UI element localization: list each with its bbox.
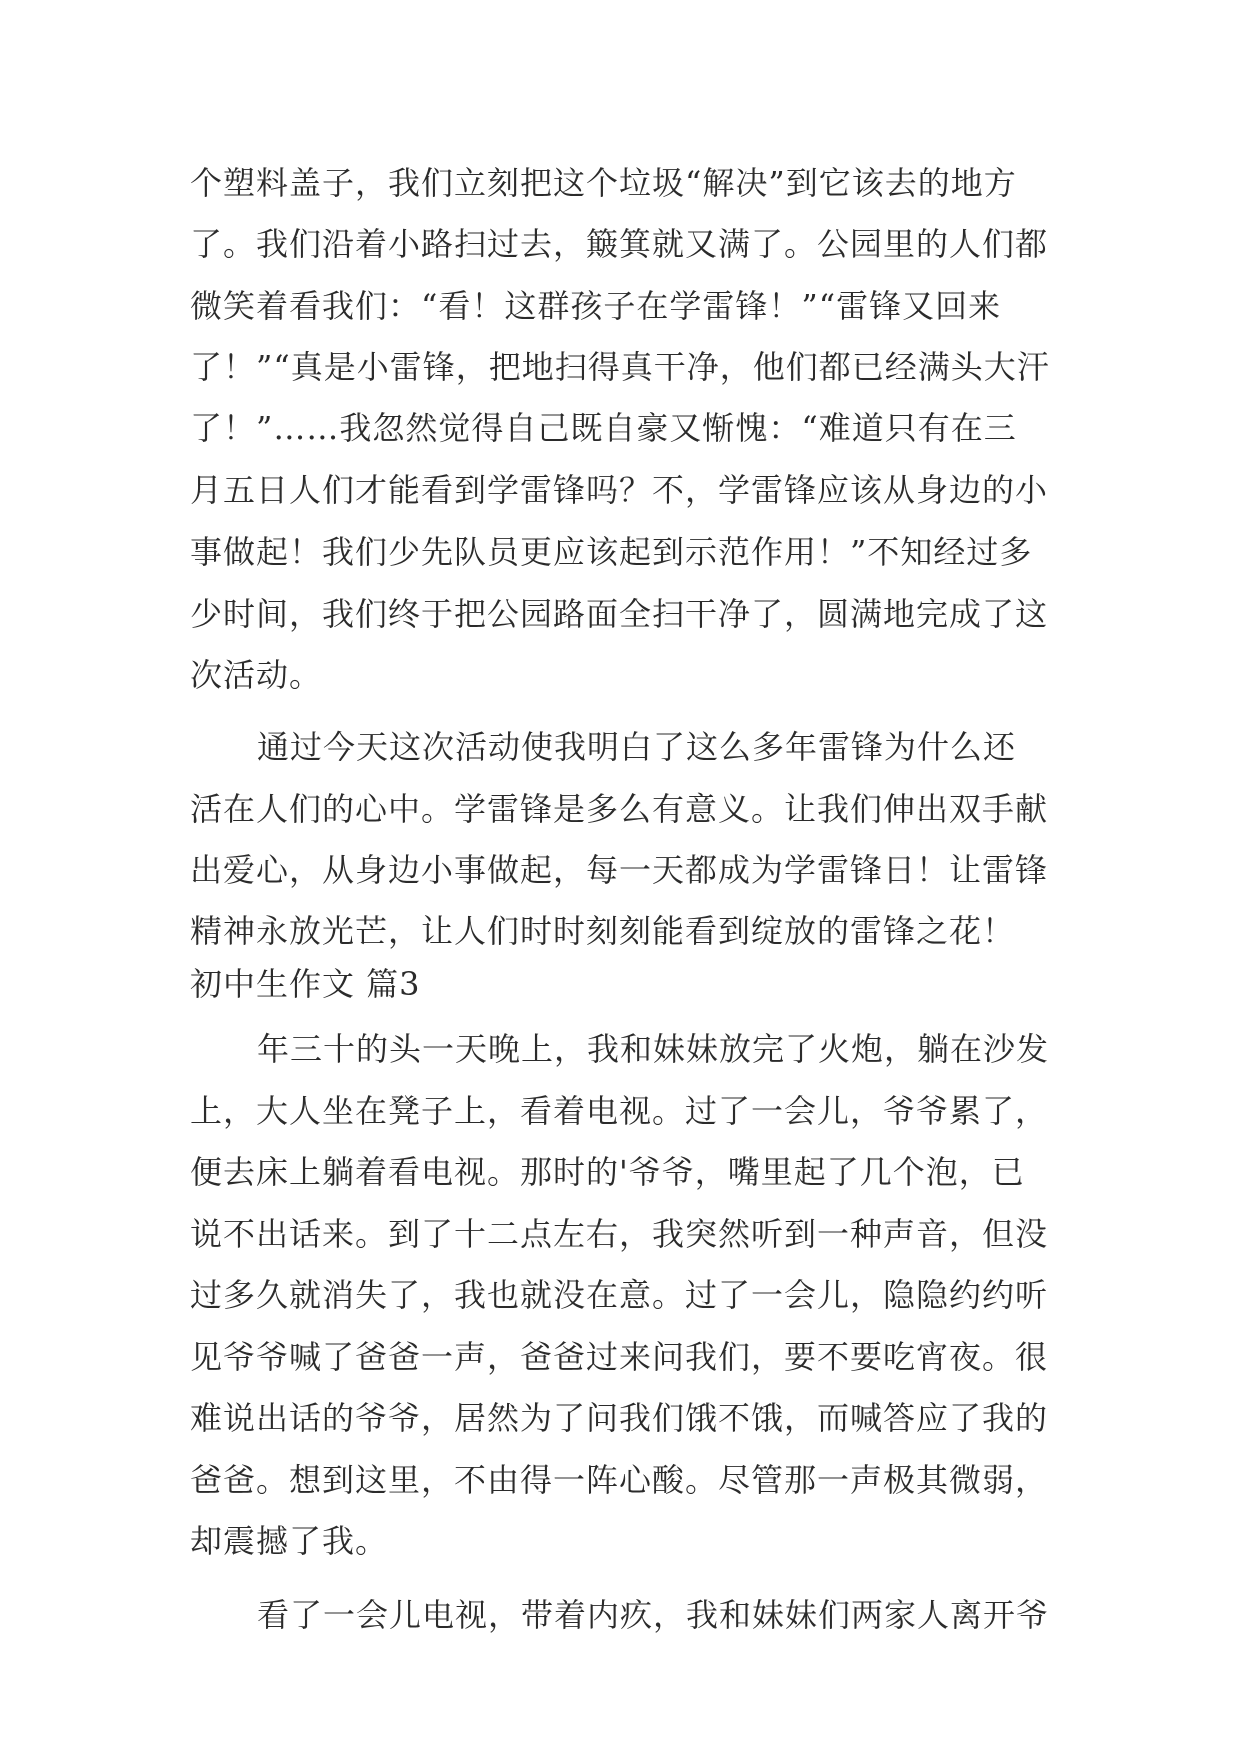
text-line: 次活动。 — [190, 656, 323, 694]
section-heading: 初中生作文 篇3 — [190, 965, 421, 1003]
text-line: 上，大人坐在凳子上，看着电视。过了一会儿，爷爷累了， — [190, 1092, 1049, 1130]
text-line: 了！”……我忽然觉得自己既自豪又惭愧：“难道只有在三 — [190, 409, 1017, 447]
text-line: 事做起！我们少先队员更应该起到示范作用！”不知经过多 — [190, 533, 1033, 571]
paragraph-first-line: 看了一会儿电视，带着内疚，我和妹妹们两家人离开爷 — [257, 1596, 1050, 1634]
text-line: 了。我们沿着小路扫过去，簸箕就又满了。公园里的人们都 — [190, 225, 1049, 263]
paragraph-first-line: 年三十的头一天晚上，我和妹妹放完了火炮，躺在沙发 — [257, 1030, 1050, 1068]
paragraph-first-line: 通过今天这次活动使我明白了这么多年雷锋为什么还 — [257, 728, 1017, 766]
text-line: 爸爸。想到这里，不由得一阵心酸。尽管那一声极其微弱， — [190, 1461, 1049, 1499]
text-line: 个塑料盖子，我们立刻把这个垃圾“解决”到它该去的地方 — [190, 164, 1017, 202]
text-line: 了！”“真是小雷锋，把地扫得真干净，他们都已经满头大汗 — [190, 348, 1050, 386]
text-line: 难说出话的爷爷，居然为了问我们饿不饿，而喊答应了我的 — [190, 1399, 1049, 1437]
text-line: 月五日人们才能看到学雷锋吗？不，学雷锋应该从身边的小 — [190, 471, 1049, 509]
text-line: 出爱心，从身边小事做起，每一天都成为学雷锋日！让雷锋 — [190, 851, 1049, 889]
text-line: 过多久就消失了，我也就没在意。过了一会儿，隐隐约约听 — [190, 1276, 1049, 1314]
text-line: 便去床上躺着看电视。那时的'爷爷，嘴里起了几个泡，已 — [190, 1153, 1025, 1191]
text-line: 见爷爷喊了爸爸一声，爸爸过来问我们，要不要吃宵夜。很 — [190, 1338, 1049, 1376]
text-line: 活在人们的心中。学雷锋是多么有意义。让我们伸出双手献 — [190, 790, 1049, 828]
text-line: 少时间，我们终于把公园路面全扫干净了，圆满地完成了这 — [190, 595, 1049, 633]
text-line: 却震撼了我。 — [190, 1522, 389, 1560]
text-line: 精神永放光芒，让人们时时刻刻能看到绽放的雷锋之花！ — [190, 912, 1016, 950]
text-line: 说不出话来。到了十二点左右，我突然听到一种声音，但没 — [190, 1215, 1049, 1253]
text-line: 微笑着看我们：“看！这群孩子在学雷锋！”“雷锋又回来 — [190, 287, 1002, 325]
